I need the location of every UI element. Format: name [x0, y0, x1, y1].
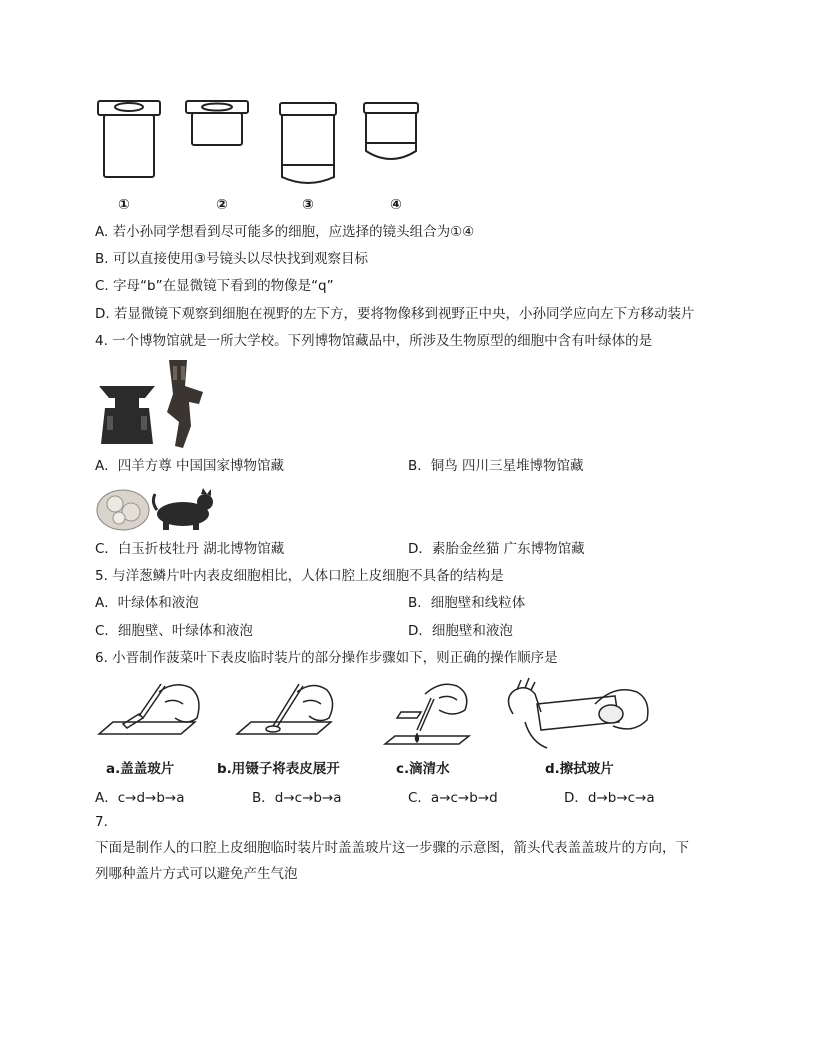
q7-number: 7.: [95, 814, 108, 830]
q6-option-c: C．a→c→b→d: [408, 790, 498, 806]
golden-cat-figurine-image: [153, 488, 213, 530]
lens-label-4: ④: [390, 197, 402, 213]
q4-option-c: C．白玉折枝牡丹 湖北博物馆藏: [95, 541, 285, 557]
lens-4-objective-short: [364, 103, 418, 159]
q4-stem: 4. 一个博物馆就是一所大学校。下列博物馆藏品中，所涉及生物原型的细胞中含有叶绿体的是: [95, 333, 653, 349]
q7-stem-line-1: 下面是制作人的口腔上皮细胞临时装片时盖盖玻片这一步骤的示意图，箭头代表盖盖玻片的方向，下: [95, 840, 689, 856]
q7-stem-line-2: 列哪种盖片方式可以避免产生气泡: [95, 866, 298, 882]
lens-3-objective-long: [280, 103, 336, 183]
lens-figure: [90, 95, 430, 220]
q3-option-d: D. 若显微镜下观察到细胞在视野的左下方，要将物像移到视野正中央，小孙同学应向左下方移动装片: [95, 306, 695, 322]
step-b-tweezers-image: [237, 684, 333, 734]
step-a-caption: a.盖盖玻片: [106, 761, 175, 777]
q6-option-a: A．c→d→b→a: [95, 790, 185, 806]
white-jade-peony-image: [97, 490, 149, 530]
step-b-caption: b.用镊子将表皮展开: [217, 761, 340, 777]
q4-option-b: B．铜鸟 四川三星堆博物馆藏: [408, 458, 584, 474]
q6-option-d: D．d→b→c→a: [564, 790, 655, 806]
q3-option-a: A. 若小孙同学想看到尽可能多的细胞，应选择的镜头组合为①④: [95, 224, 475, 240]
q5-option-d: D．细胞壁和液泡: [408, 623, 513, 639]
step-a-cover-slip-image: [99, 684, 199, 734]
lens-label-2: ②: [216, 197, 228, 213]
step-c-water-drop-image: [385, 684, 469, 744]
lens-2-eyepiece-short: [186, 101, 248, 145]
q3-option-b: B. 可以直接使用③号镜头以尽快找到观察目标: [95, 251, 368, 267]
slide-procedure-figure: [95, 674, 665, 756]
step-d-caption: d.擦拭玻片: [545, 761, 614, 777]
q5-stem: 5. 与洋葱鳞片叶内表皮细胞相比，人体口腔上皮细胞不具备的结构是: [95, 568, 504, 584]
bronze-bird-image: [167, 360, 203, 448]
museum-artifacts-ab: [95, 356, 220, 451]
q6-stem: 6. 小晋制作菠菜叶下表皮临时装片的部分操作步骤如下，则正确的操作顺序是: [95, 650, 558, 666]
museum-artifacts-cd: [95, 484, 220, 534]
step-c-caption: c.滴清水: [396, 761, 450, 777]
q4-option-d: D．素胎金丝猫 广东博物馆藏: [408, 541, 585, 557]
lens-label-1: ①: [118, 197, 130, 213]
q4-option-a: A．四羊方尊 中国国家博物馆藏: [95, 458, 285, 474]
step-d-wipe-slide-image: [508, 678, 647, 748]
lens-label-3: ③: [302, 197, 314, 213]
lens-1-eyepiece-long: [98, 101, 160, 177]
q6-option-b: B．d→c→b→a: [252, 790, 342, 806]
q5-option-a: A．叶绿体和液泡: [95, 595, 199, 611]
four-ram-zun-image: [99, 386, 155, 444]
q5-option-c: C．细胞壁、叶绿体和液泡: [95, 623, 253, 639]
q3-option-c: C. 字母“b”在显微镜下看到的物像是“q”: [95, 278, 334, 294]
q5-option-b: B．细胞壁和线粒体: [408, 595, 526, 611]
